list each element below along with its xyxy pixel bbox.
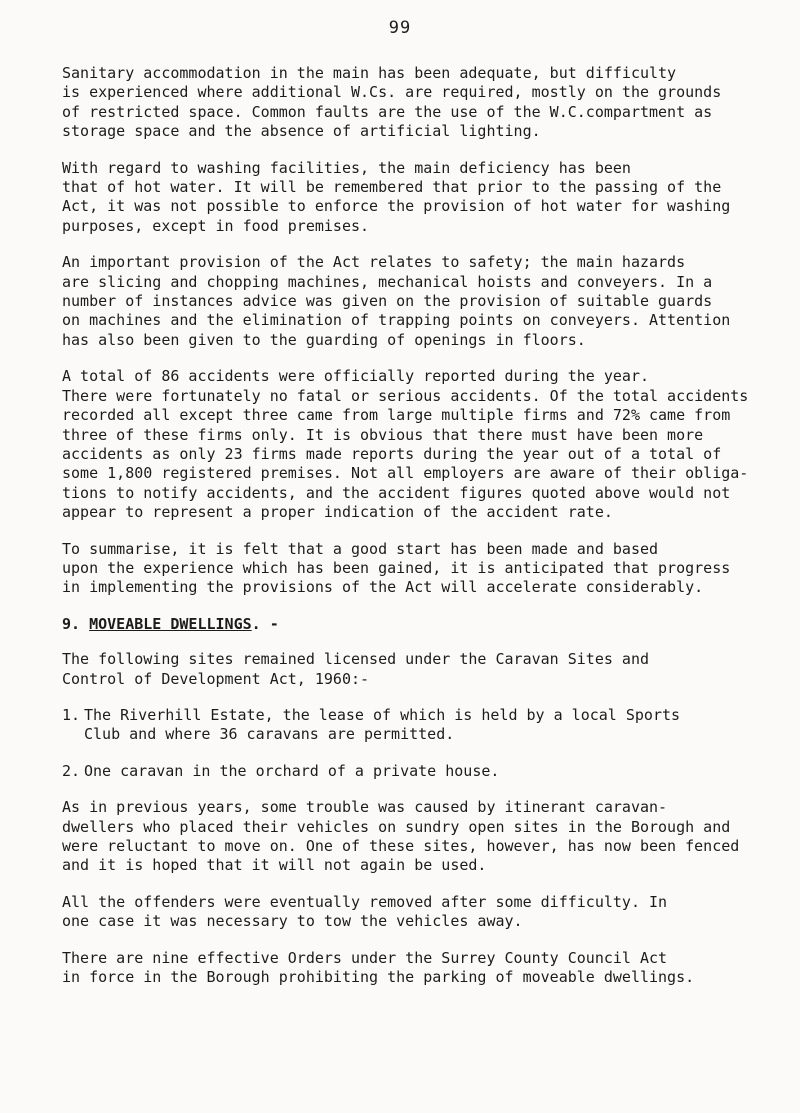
section-title: MOVEABLE DWELLINGS: [89, 614, 252, 633]
paragraph-offenders-removed: All the offenders were eventually removed after some difficulty. In one case it was necessary to tow the vehicles away.: [62, 892, 668, 931]
section-title-suffix: . -: [251, 614, 279, 633]
list-item: [62, 706, 772, 745]
paragraph-sanitary-accommodation: Sanitary accommodation in the main has been adequate, but difficulty is experienced where additional W.Cs. are required, mostly on the grounds of restricted space. Common faults are the use of the W.C.compartment as storage space and the absence of artificial lighting.: [62, 64, 722, 141]
list-item-number: 2.: [62, 761, 81, 780]
document-body: [62, 64, 772, 1004]
page-number: 99: [388, 18, 412, 38]
paragraph-accidents-reported: A total of 86 accidents were officially reported during the year. There were fortunately no fatal or serious accidents. Of the total accidents recorded all except three came from large multiple firms and 72% came from three of these firms only. It is obvious that there must have been more accidents as only 23 firms made reports during the year out of a total of some 1,800 registered premises. Not all employers are aware of their obliga- tions to notify accidents, and the accident figures quoted above would not appear to represent a proper indication of the accident rate.: [62, 367, 749, 522]
section-heading-moveable-dwellings: [62, 615, 772, 634]
list-item-number: 1.: [62, 705, 81, 724]
paragraph-washing-facilities: With regard to washing facilities, the main deficiency has been that of hot water. It will be remembered that prior to the passing of the Act, it was not possible to enforce the provision of hot water for washing purposes, except in food premises.: [62, 158, 731, 235]
paragraph-safety-provision: An important provision of the Act relates to safety; the main hazards are slicing and chopping machines, mechanical hoists and conveyers. In a number of instances advice was given on the provision of suitable guards on machines and the elimination of trapping points on conveyers. Attention has also been given to the guarding of openings in floors.: [62, 253, 731, 349]
paragraph-effective-orders: There are nine effective Orders under the Surrey County Council Act in force in the Borough prohibiting the parking of moveable dwellings.: [62, 948, 695, 987]
list-item: [62, 762, 772, 781]
list-item-text: The Riverhill Estate, the lease of which is held by a local Sports Club and where 36 caravans are permitted.: [84, 705, 681, 744]
section-number: 9.: [62, 614, 81, 633]
paragraph-summary: To summarise, it is felt that a good start has been made and based upon the experience which has been gained, it is anticipated that progress in implementing the provisions of the Act will accelerate considerably.: [62, 539, 731, 597]
paragraph-itinerant-caravans: As in previous years, some trouble was caused by itinerant caravan- dwellers who placed their vehicles on sundry open sites in the Borough and were reluctant to move on. One of these sites, however, has now been fenced and it is hoped that it will not again be used.: [62, 798, 740, 875]
list-item-text: One caravan in the orchard of a private house.: [84, 761, 500, 780]
paragraph-licensed-sites-intro: The following sites remained licensed under the Caravan Sites and Control of Development Act, 1960:-: [62, 650, 649, 688]
